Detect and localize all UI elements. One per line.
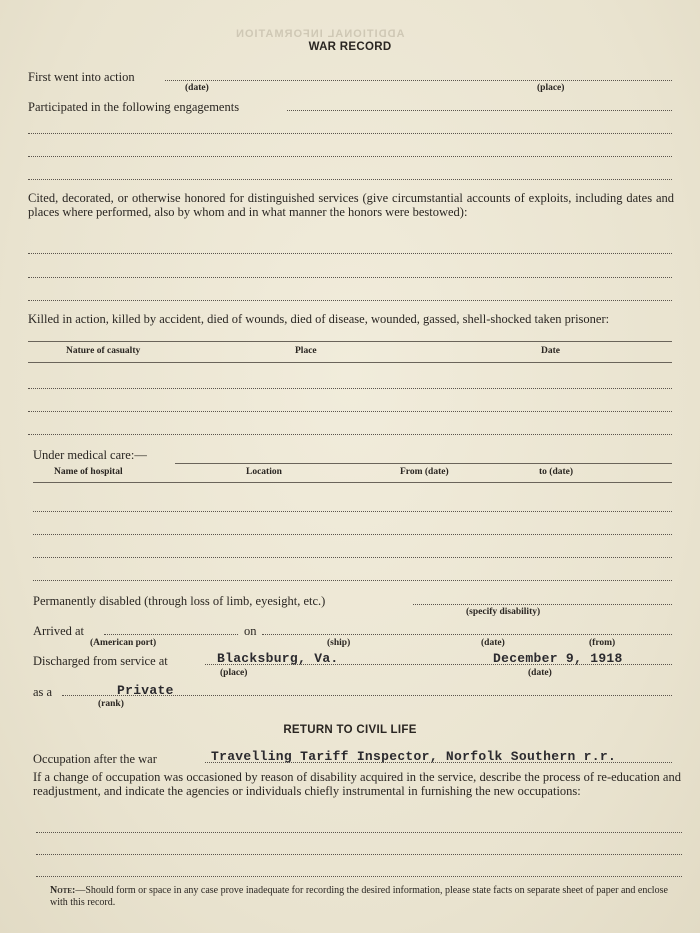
first-action-label: First went into action <box>28 70 135 84</box>
first-action-line[interactable] <box>165 80 672 81</box>
arrived-from-caption: (from) <box>589 638 616 648</box>
civil-life-title: RETURN TO CIVIL LIFE <box>283 724 417 736</box>
first-action-date-caption: (date) <box>185 83 209 93</box>
medical-line-4[interactable] <box>33 580 672 581</box>
casualty-header-rule <box>28 341 672 342</box>
hospital-col-name: Name of hospital <box>54 467 123 477</box>
arrived-details-line[interactable] <box>262 634 672 635</box>
discharged-label: Discharged from service at <box>33 654 168 668</box>
casualty-line-1[interactable] <box>28 388 672 389</box>
casualty-line-2[interactable] <box>28 411 672 412</box>
engagements-line-1[interactable] <box>287 110 672 111</box>
discharge-place-caption: (place) <box>220 668 248 678</box>
arrived-at-label: Arrived at <box>33 624 85 638</box>
note-text: —Should form or space in any case prove inadequate for recording the desired information, please state facts on separate sheet of paper and enclose with this record. <box>50 885 668 908</box>
occupation-value: Travelling Tariff Inspector, Norfolk Southern r.r. <box>211 749 617 764</box>
hospital-col-location: Location <box>246 467 282 477</box>
bleed-through-text: ADDITIONAL INFORMATION <box>235 28 405 40</box>
civil-line-2[interactable] <box>36 854 682 855</box>
ship-caption: (ship) <box>327 638 351 648</box>
specify-disability-caption: (specify disability) <box>466 607 541 617</box>
cited-line-1[interactable] <box>28 253 672 254</box>
casualty-header-bottom-rule <box>28 362 672 363</box>
occupation-label: Occupation after the war <box>33 752 157 766</box>
casualty-paragraph: Killed in action, killed by accident, died of wounds, died of disease, wounded, gassed, shell-shocked taken prisoner: <box>28 312 610 326</box>
hospital-col-to: to (date) <box>539 467 574 477</box>
medical-header-rule <box>175 463 672 464</box>
discharge-date-caption: (date) <box>528 668 552 678</box>
civil-line-1[interactable] <box>36 832 682 833</box>
discharge-date-value: December 9, 1918 <box>493 651 623 666</box>
american-port-caption: (American port) <box>90 638 157 648</box>
as-a-label: as a <box>33 685 53 699</box>
discharge-place-value: Blacksburg, Va. <box>217 651 339 666</box>
cited-paragraph: Cited, decorated, or otherwise honored for distinguished services (give circumstantial accounts of exploits, including dates and places where performed, also by whom and in what manner the honors were bestowed): <box>28 191 674 219</box>
medical-line-2[interactable] <box>33 534 672 535</box>
disabled-label: Permanently disabled (through loss of limb, eyesight, etc.) <box>33 594 326 608</box>
casualty-col-date: Date <box>541 346 560 356</box>
note-label: Note: <box>50 885 76 896</box>
disabled-line[interactable] <box>413 604 672 605</box>
casualty-col-nature: Nature of casualty <box>66 346 141 356</box>
engagements-line-2[interactable] <box>28 133 672 134</box>
casualty-line-3[interactable] <box>28 434 672 435</box>
war-record-title: WAR RECORD <box>308 41 392 53</box>
first-action-place-caption: (place) <box>537 83 565 93</box>
hospital-col-from: From (date) <box>400 467 449 477</box>
medical-care-label: Under medical care:— <box>33 448 147 462</box>
cited-line-2[interactable] <box>28 277 672 278</box>
engagements-line-4[interactable] <box>28 179 672 180</box>
medical-line-1[interactable] <box>33 511 672 512</box>
medical-header-bottom-rule <box>33 482 672 483</box>
cited-line-3[interactable] <box>28 300 672 301</box>
civil-line-3[interactable] <box>36 876 682 877</box>
change-occupation-paragraph: If a change of occupation was occasioned by reason of disability acquired in the service, describe the process of re-education and readjustment, and indicate the agencies or individuals chiefly instrumental in furnishing the new occupations: <box>33 770 681 798</box>
rank-value: Private <box>117 683 174 698</box>
rank-caption: (rank) <box>98 699 124 709</box>
engagements-label: Participated in the following engagements <box>28 100 240 114</box>
arrived-on-label: on <box>244 624 257 638</box>
footnote <box>50 885 682 909</box>
casualty-col-place: Place <box>295 346 317 356</box>
arrived-port-line[interactable] <box>104 634 238 635</box>
medical-line-3[interactable] <box>33 557 672 558</box>
arrived-date-caption: (date) <box>481 638 505 648</box>
engagements-line-3[interactable] <box>28 156 672 157</box>
